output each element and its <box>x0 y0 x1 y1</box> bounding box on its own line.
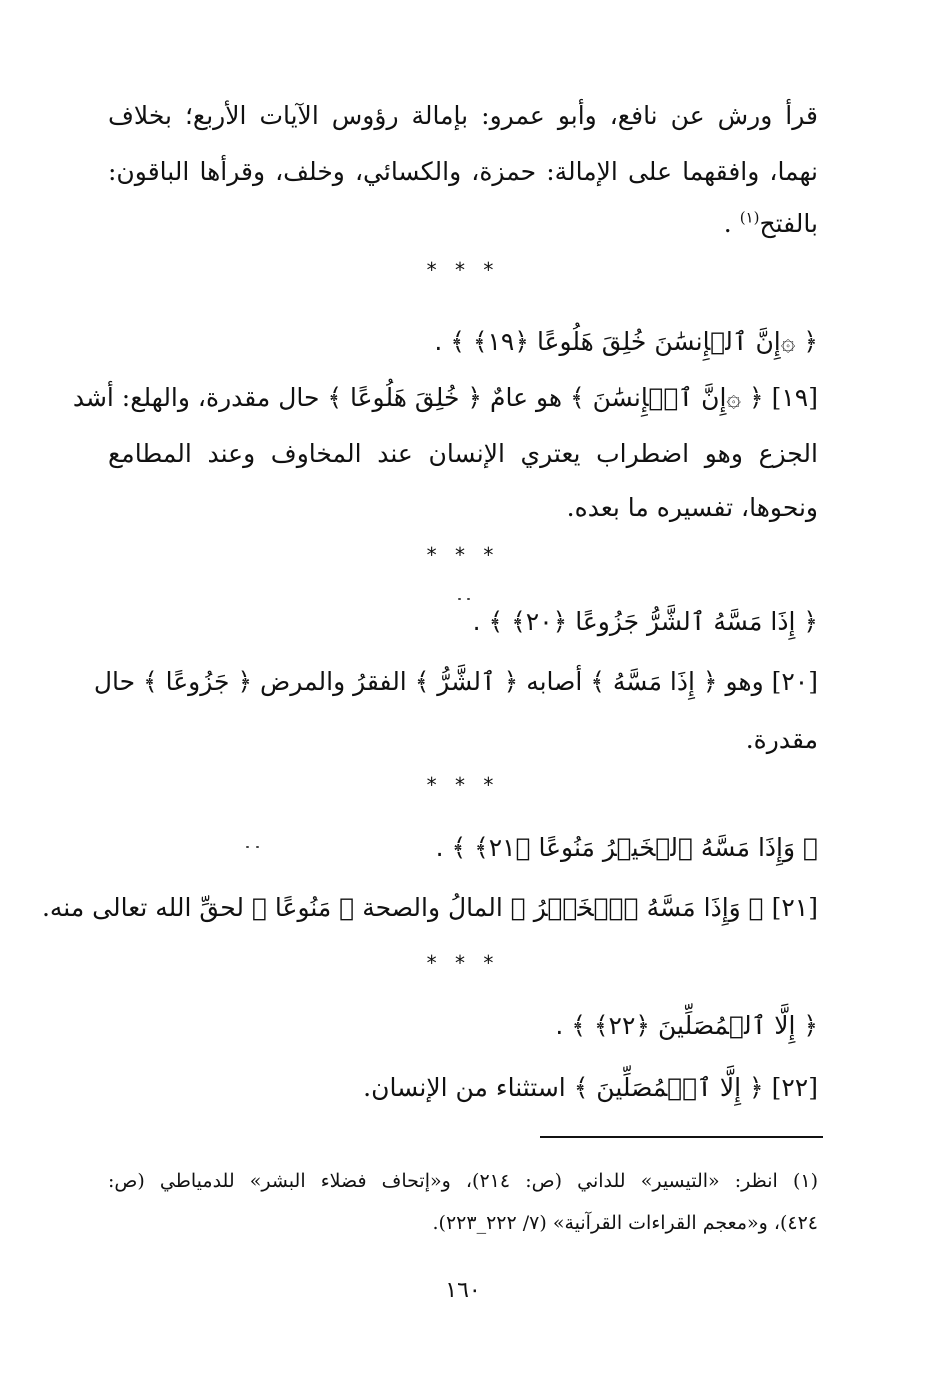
section-separator-2: * * * <box>426 543 500 567</box>
commentary-20-line-2: مقدرة. <box>745 725 818 754</box>
commentary-19-line-2: الجزع وهو اضطراب يعتري الإنسان عند المخاوف وعند المطامع <box>108 439 818 468</box>
scan-speck <box>256 846 259 848</box>
footnote-line-2: ٤٢٤)، و«معجم القراءات القرآنية» (٧/ ٢٢٢_٢٢٣). <box>432 1212 818 1234</box>
verse-20: ﴿ إِذَا مَسَّهُ ٱلشَّرُّ جَزُوعًا ﴿٢٠﴾ ﴾ . <box>472 607 818 636</box>
intro-line-3 <box>724 204 818 244</box>
scan-speck <box>246 846 249 848</box>
commentary-22-line-1: [٢٢] ﴿ إِلَّا ٱلۡمُصَلِّينَ ﴾ استثناء من الإنسان. <box>363 1073 818 1102</box>
scan-speck <box>458 598 461 600</box>
footnote-rule <box>540 1136 823 1138</box>
section-separator-4: * * * <box>426 951 500 975</box>
section-separator-1: * * * <box>426 258 500 282</box>
footnote-marker: (١) <box>739 208 760 227</box>
commentary-21-line-1: [٢١] ﴿ وَإِذَا مَسَّهُ ٱلۡخَيۡرُ ﴾ المالُ والصحة ﴿ مَنُوعًا ﴾ لحقِّ الله تعالى منه. <box>41 893 818 922</box>
verse-21: ﴿ وَإِذَا مَسَّهُ ٱلۡخَيۡرُ مَنُوعًا ﴿٢١﴾ ﴾ . <box>435 833 818 862</box>
commentary-20-line-1: [٢٠] وهو ﴿ إِذَا مَسَّهُ ﴾ أصابه ﴿ ٱلشَّرُّ ﴾ الفقرُ والمرض ﴿ جَزُوعًا ﴾ حال <box>93 667 818 696</box>
intro-line-1: قرأ ورش عن نافع، وأبو عمرو: بإمالة رؤوس الآيات الأربع؛ بخلاف <box>108 101 818 130</box>
commentary-19-line-3: ونحوها، تفسيره ما بعده. <box>566 493 818 522</box>
commentary-19-line-1: [١٩] ﴿ ۞إِنَّ ٱلۡإِنسَٰنَ ﴾ هو عامٌ ﴿ خُلِقَ هَلُوعًا ﴾ حال مقدرة، والهلع: أشد <box>72 383 818 412</box>
footnote-line-1: (١) انظر: «التيسير» للداني (ص: ٢١٤)، و«إتحاف فضلاء البشر» للدمياطي (ص: <box>108 1170 818 1192</box>
scan-speck <box>467 598 470 600</box>
page-number: ١٦٠ <box>445 1278 481 1303</box>
verse-22: ﴿ إِلَّا ٱلۡمُصَلِّينَ ﴿٢٢﴾ ﴾ . <box>555 1011 818 1040</box>
intro-line-2: نهما، وافقهما على الإمالة: حمزة، والكسائي، وخلف، وقرأها الباقون: <box>108 157 818 186</box>
intro-line-3-end: . <box>723 209 732 238</box>
section-separator-3: * * * <box>426 773 500 797</box>
verse-19: ﴿ ۞إِنَّ ٱلۡإِنسَٰنَ خُلِقَ هَلُوعًا ﴿١٩﴾ ﴾ . <box>434 327 818 356</box>
intro-line-3-text: بالفتح <box>759 209 818 238</box>
